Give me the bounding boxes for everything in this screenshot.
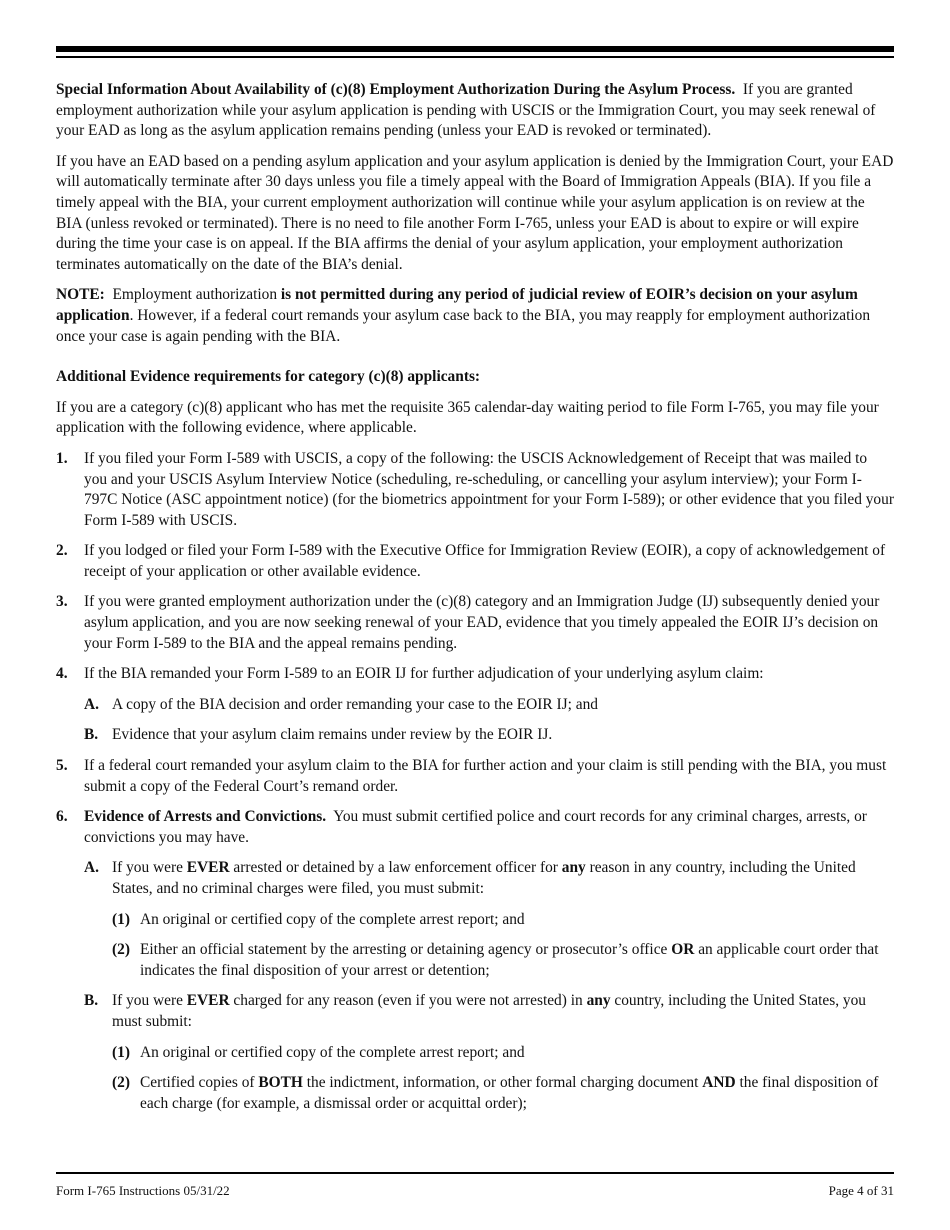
special-info-heading: Special Information About Availability of (c)(8) Employment Authorization During the Asylum Process. bbox=[56, 81, 736, 98]
list-item-6b: B. If you were EVER charged for any reason (even if you were not arrested) in any country, including the United States, you must submit: bbox=[84, 992, 866, 1030]
list-item-6: 6. Evidence of Arrests and Convictions. You must submit certified police and court records for any criminal charges, arrests, or convictions you may have. bbox=[56, 808, 867, 846]
arrests-heading: Evidence of Arrests and Convictions. bbox=[84, 808, 327, 826]
evidence-intro: If you are a category (c)(8) applicant who has met the requisite 365 calendar-day waiting period to file Form I-765, you may file your application with the following evidence, where applicable. bbox=[56, 398, 879, 437]
list-item-1: 1. If you filed your Form I-589 with USCIS, a copy of the following: the USCIS Acknowledgement of Receipt that was mailed to you and your USCIS Asylum Interview Notice (scheduling, re-scheduling, or cancelling your asylum interview); your Form I-797C Notice (ASC appointment notice) (for the biometrics appointment for your Form I-589); or other evidence that you filed your Form I-589 with USCIS. bbox=[56, 449, 894, 529]
list-item-6a: A. If you were EVER arrested or detained by a law enforcement officer for any reason in any country, including the United States, and no criminal charges were filed, you must submit: bbox=[84, 859, 856, 897]
list-item-4b: B. Evidence that your asylum claim remains under review by the EOIR IJ. bbox=[84, 726, 553, 744]
note-paragraph: NOTE: Employment authorization is not permitted during any period of judicial review of EOIR’s decision on your asylum application. However, if a federal court remands your asylum case back to the BIA, you may reapply for employment authorization once your case is again pending with the BIA. bbox=[56, 286, 871, 345]
special-info-paragraph: Special Information About Availability of (c)(8) Employment Authorization During the Asylum Process. If you are granted employment authorization while your asylum application is pending with USCIS or the Immigration Court, you may seek renewal of your EAD as long as the asylum application remains pending (unless your EAD is revoked or terminated). bbox=[56, 81, 876, 140]
list-item-2: 2. If you lodged or filed your Form I-589 with the Executive Office for Immigration Review (EOIR), a copy of acknowledgement of receipt of your application or other available evidence. bbox=[56, 542, 886, 580]
list-item-4: 4. If the BIA remanded your Form I-589 to an EOIR IJ for further adjudication of your underlying asylum claim: bbox=[56, 665, 764, 683]
list-item-6b-1: (1) An original or certified copy of the complete arrest report; and bbox=[112, 1043, 525, 1061]
page-body bbox=[56, 80, 894, 1124]
list-item-6a-1: (1) An original or certified copy of the complete arrest report; and bbox=[112, 910, 525, 928]
footer-page-number: Page 4 of 31 bbox=[828, 1183, 894, 1198]
header-rule-thin bbox=[56, 56, 894, 58]
list-item-5: 5. If a federal court remanded your asylum claim to the BIA for further action and your claim is still pending with the BIA, you must submit a copy of the Federal Court’s remand order. bbox=[56, 757, 887, 795]
list-item-3: 3. If you were granted employment authorization under the (c)(8) category and an Immigration Judge (IJ) subsequently denied your asylum application, and you are now seeking renewal of your EAD, evidence that you timely appealed the EOIR IJ’s decision on your Form I-589 to the BIA and the appeal remains pending. bbox=[56, 593, 880, 652]
evidence-heading: Additional Evidence requirements for category (c)(8) applicants: bbox=[56, 368, 481, 386]
list-item-6a-2: (2) Either an official statement by the arresting or detaining agency or prosecutor’s office OR an applicable court order that indicates the final disposition of your arrest or detention; bbox=[112, 941, 879, 979]
footer-form-id: Form I-765 Instructions 05/31/22 bbox=[56, 1183, 230, 1198]
note-label: NOTE: bbox=[56, 286, 105, 304]
list-item-6b-2: (2) Certified copies of BOTH the indictment, information, or other formal charging document AND the final disposition of each charge (for example, a dismissal order or acquittal order); bbox=[112, 1074, 879, 1112]
ead-termination-paragraph: If you have an EAD based on a pending asylum application and your asylum application is denied by the Immigration Court, your EAD will automatically terminate after 30 days unless you file a timely appeal with the Board of Immigration Appeals (BIA). If you file a timely appeal with the BIA, your current employment authorization will continue while your asylum application is on review at the BIA (unless revoked or terminated). There is no need to file another Form I-765, unless your EAD is about to expire or will expire during the time your case is on appeal. If the BIA affirms the denial of your asylum application, your employment authorization terminates automatically on the date of the BIA’s denial. bbox=[56, 152, 894, 273]
header-rule-thick bbox=[56, 46, 894, 52]
footer-rule bbox=[56, 1172, 894, 1174]
list-item-4a: A. A copy of the BIA decision and order remanding your case to the EOIR IJ; and bbox=[84, 695, 598, 713]
